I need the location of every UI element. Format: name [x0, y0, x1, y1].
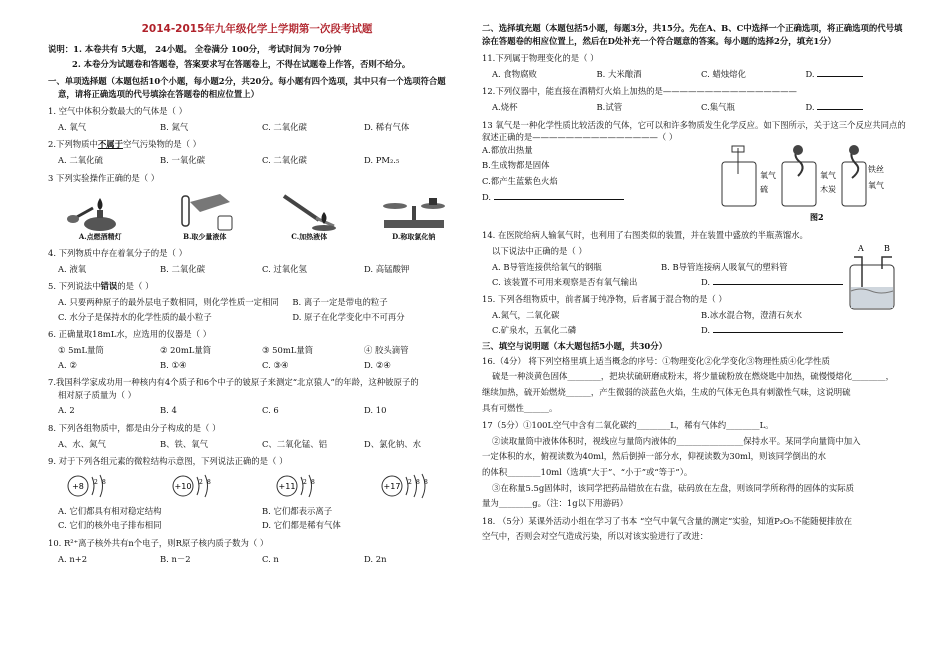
- q12-option-a: A.烧杯: [492, 102, 518, 113]
- section1-heading-cont: 意，请将正确选项的代号填涂在答题卷的相应位置上）: [58, 88, 259, 99]
- q5-stem: [48, 280, 466, 293]
- q6-instrument-1: ① 5mL量筒: [58, 344, 104, 355]
- q17-line-5: ③在称量5.5g固体时，该同学把药品错放在右盘，砝码放在左盘，则该同学所称得的固体的实际质: [492, 482, 855, 493]
- figure-balance: [369, 190, 459, 242]
- atom-1-shell-1: 2: [94, 478, 99, 486]
- q2-option-c: C. 二氧化碳: [262, 155, 307, 166]
- atom-diagram-3: [269, 471, 349, 501]
- q15-option-b: B.冰水混合物，澄清石灰水: [701, 309, 802, 320]
- q4-option-d: D. 高锰酸钾: [364, 263, 410, 274]
- q10-option-d: D. 2n: [364, 553, 387, 564]
- instructions-1: 说明：1. 本卷共有 5大题， 24小题。 全卷满分 100分， 考试时间为 70分钟: [48, 43, 342, 54]
- q4-stem: 4. 下列物质中存在着氧分子的是（ ）: [48, 248, 187, 259]
- q7-stem: 7.我国科学家成功用一种核内有4个质子和6个中子的铍原子来测定“北京猿人”的年龄，这种铍原子的: [48, 377, 419, 388]
- q6-option-c: C. ③④: [262, 359, 289, 370]
- oxygen-combustion-figure: [712, 144, 892, 224]
- q9-options: [48, 505, 466, 532]
- q16-line-1: 16.（4分） 将下列空格里填上适当概念的序号：①物理变化②化学变化③物理性质④化学性质: [482, 355, 830, 366]
- fig-label-oxygen-3: 氧气: [868, 180, 884, 190]
- q2-options: [48, 154, 466, 167]
- q7-option-d: D. 10: [364, 405, 387, 416]
- q18-line-1: 18. （5分）某课外活动小组在学习了书本 “空气中氧气含量的测定”实验，知道P₂O₅不能随便排放在: [482, 515, 852, 526]
- q1-option-c: C. 二氧化碳: [262, 121, 307, 132]
- atom-1-shell-2: 8: [102, 478, 107, 486]
- q14-block: [482, 229, 910, 258]
- q4-option-c: C. 过氧化氢: [262, 263, 307, 274]
- q12-option-d: [806, 101, 911, 114]
- section2-heading: 二、选择填充题（本题包括5小题，每题3分，共15分。先在A、B、C中选择一个正确选项，将正确选项的代号填涂在答题卷的相应位置上，然后在D处补充一个符合题意的答案。每小题的选择2分，填充1分）: [482, 23, 903, 46]
- q14-option-b: B. B导管连接病人吸氧气的塑料管: [661, 262, 788, 273]
- left-column: [48, 22, 466, 567]
- q16-line-4: 具有可燃性______。: [482, 402, 558, 413]
- atom-diagram-4: [374, 471, 454, 501]
- q12-option-d-label: D.: [805, 102, 815, 113]
- gas-washing-bottle-figure: [836, 243, 906, 313]
- q6-instruments: [48, 344, 466, 357]
- q6-option-b: B. ①④: [160, 359, 187, 370]
- q1-option-a: A. 氧气: [58, 121, 87, 132]
- q16-line-3: 继续加热，硫开始燃烧______，产生微弱的淡蓝色火焰，生成的气体无色具有刺激性气味，这说明硫: [482, 386, 851, 397]
- q15-option-d: [701, 324, 910, 337]
- figure-a-label: A.点燃酒精灯: [78, 231, 122, 241]
- q12-options: [482, 101, 910, 114]
- q5-stem-pre: 5. 下列说法中: [48, 281, 101, 292]
- q15-options-row2: [482, 324, 910, 337]
- q7-options: [48, 404, 466, 417]
- q9-atom-diagrams: [48, 471, 466, 501]
- q2-stem-emphasis: 不属于: [97, 139, 123, 150]
- atom-4-shell-3: 8: [423, 478, 428, 486]
- q13-option-c: C.都产生蓝紫色火焰: [482, 176, 558, 187]
- exam-title: 2014-2015年九年级化学上学期第一次段考试题: [141, 23, 373, 35]
- q11-options: [482, 68, 910, 81]
- fig-label-sulfur: 硫: [760, 184, 768, 194]
- q15-option-d-label: D.: [701, 324, 711, 335]
- test-tube-dropper-icon: [160, 190, 250, 232]
- q5-options-row1: [48, 296, 466, 309]
- q13-option-a: A.都放出热量: [482, 144, 533, 155]
- q15-option-c: C.矿泉水，五氧化二磷: [492, 324, 577, 335]
- atom-2-shell-1: 2: [198, 478, 203, 486]
- q8-option-b: B、铁、氧气: [160, 438, 209, 449]
- section3-heading: 三、填空与说明题（本大题包括5小题，共30分）: [482, 341, 667, 352]
- q5-option-b: B. 离子一定是带电的粒子: [292, 297, 388, 308]
- q4-option-b: B. 二氧化碳: [160, 263, 205, 274]
- q15-stem: 15. 下列各组物质中，前者属于纯净物，后者属于混合物的是（ ）: [482, 294, 727, 305]
- q4-options: [48, 263, 466, 276]
- alcohol-lamp-icon: [55, 190, 145, 232]
- q1-stem: 1. 空气中体积分数最大的气体是（ ）: [48, 106, 187, 117]
- q6-options: [48, 359, 466, 372]
- q10-option-a: A. n+2: [58, 553, 88, 564]
- q12-answer-blank[interactable]: [817, 101, 863, 110]
- q14-stem-cont: 以下说法中正确的是（ ）: [492, 246, 587, 257]
- figure-b-label: B.取少量液体: [183, 231, 227, 241]
- q17-line-2: ②读取量筒中液体体积时，视线应与量筒内液体的________________保持水平。某同学向量筒中加入: [492, 435, 861, 446]
- fig2-caption: 图2: [810, 211, 824, 222]
- q3-figures: [48, 190, 466, 242]
- q11-answer-blank[interactable]: [817, 68, 863, 77]
- q15-option-a: A.氮气，二氧化碳: [492, 309, 560, 320]
- atom-3-nucleus: +11: [278, 481, 296, 491]
- fig-label-oxygen-2: 氧气: [820, 170, 836, 180]
- q2-stem-pre: 2.下列物质中: [48, 139, 98, 150]
- fig-label-charcoal: 木炭: [820, 184, 836, 194]
- q5-option-c: C. 水分子是保持水的化学性质的最小粒子: [58, 311, 212, 322]
- q13-option-b: B.生成物都是固体: [482, 160, 550, 171]
- section1-heading: 一、单项选择题（本题包括10个小题，每小题2分，共20分。每小题有四个选项，其中只有一个选项符合题: [48, 75, 446, 86]
- q9-option-c: C. 它们的核外电子排布相同: [58, 520, 162, 531]
- q5-stem-post: 的是（ ）: [117, 281, 154, 292]
- figure-heat-liquid: [264, 190, 354, 242]
- q10-options: [48, 553, 466, 566]
- heating-tube-icon: [264, 190, 354, 232]
- q7-stem-cont: 相对原子质量为（ ）: [58, 389, 137, 400]
- q13-body: [482, 144, 910, 224]
- q10-option-c: C. n: [262, 553, 279, 564]
- q1-options: [48, 121, 466, 134]
- q2-stem-post: 空气污染物的是（ ）: [123, 139, 202, 150]
- q9-option-a: A. 它们都具有相对稳定结构: [58, 505, 162, 516]
- tube-label-a: A: [858, 243, 864, 253]
- q11-option-a: A. 食物腐败: [492, 68, 537, 79]
- atom-3-shell-2: 8: [311, 478, 316, 486]
- q14-option-a: A. B导管连接供给氧气的钢瓶: [492, 262, 602, 273]
- q15-answer-blank[interactable]: [713, 324, 843, 333]
- q6-instrument-3: ③ 50mL量筒: [262, 344, 314, 355]
- q5-option-a: A. 只要两种原子的最外层电子数相同，则化学性质一定相同: [58, 297, 279, 308]
- q17-line-1: 17（5分）①100L空气中含有二氧化碳约________L，稀有气体约________L。: [482, 420, 774, 431]
- instructions-2: 2. 本卷分为试题卷和答题卷，答案要求写在答题卷上，不得在试题卷上作答，否则不给分。: [72, 59, 411, 70]
- q8-option-d: D、氯化钠、水: [364, 438, 421, 449]
- q14-stem: 14. 在医院给病人输氧气时，也利用了右图类似的装置，并在装置中盛放约半瓶蒸馏水。: [482, 229, 808, 240]
- atom-2-shell-2: 8: [206, 478, 211, 486]
- q13-stem: 13 氧气是一种化学性质比较活泼的气体，它可以和许多物质发生化学反应。如下图所示，关于这三个反应共同点的叙述正确的是———————————————（ ）: [482, 119, 906, 143]
- q17-line-3: 一定体积的水，俯视读数为40ml，然后倒掉一部分水，仰视读数为30ml，则该同学倒出的水: [482, 451, 827, 462]
- q11-option-d: [806, 68, 911, 81]
- q18-line-2: 空气中，否则会对空气造成污染，所以对该实验进行了改进：: [482, 531, 709, 542]
- q9-option-b: B. 它们都表示离子: [262, 505, 333, 516]
- q11-option-d-label: D.: [805, 68, 815, 79]
- atom-3-shell-1: 2: [303, 478, 308, 486]
- q1-option-d: D. 稀有气体: [364, 121, 410, 132]
- q10-stem: 10. R²⁺离子核外共有n个电子，则R原子核内质子数为（ ）: [48, 537, 269, 548]
- atom-1-nucleus: +8: [72, 481, 85, 491]
- q17-line-4: 的体积________10ml（选填“大于”、“小于”或“等于”）。: [482, 467, 693, 478]
- balance-scale-icon: [369, 190, 459, 232]
- q1-option-b: B. 氮气: [160, 121, 189, 132]
- q7-option-a: A. 2: [58, 405, 75, 416]
- q2-option-b: B. 一氧化碳: [160, 155, 205, 166]
- tube-label-b: B: [884, 243, 890, 253]
- fig-label-oxygen-1: 氧气: [760, 170, 776, 180]
- figure-c-label: C.加热液体: [291, 231, 328, 241]
- atom-4-shell-1: 2: [407, 478, 412, 486]
- q5-option-d: D. 原子在化学变化中不可再分: [292, 311, 405, 322]
- q8-options: [48, 438, 466, 451]
- q13-option-d-label: D.: [482, 191, 492, 202]
- q16-line-2: 硫是一种淡黄色固体________，把块状硫研磨成粉末，将少量硫粉放在燃烧匙中加热，硫慢慢熔化________，: [492, 371, 894, 382]
- q9-stem: 9. 对于下列各组元素的微粒结构示意图，下列说法正确的是（ ）: [48, 456, 288, 467]
- atom-4-nucleus: +17: [383, 481, 401, 491]
- fig-label-iron-wire: 铁丝: [868, 164, 884, 174]
- q2-stem: [48, 138, 466, 151]
- q12-option-c: C.集气瓶: [701, 102, 735, 113]
- q11-option-c: C. 蜡烛熔化: [701, 68, 746, 79]
- q6-stem: 6. 正确量取18mL水，应选用的仪器是（ ）: [48, 329, 212, 340]
- q3-stem: 3 下列实验操作正确的是（ ）: [48, 172, 160, 183]
- q6-option-d: D. ②④: [364, 359, 391, 370]
- atom-4-shell-2: 8: [415, 478, 420, 486]
- q6-instrument-2: ② 20mL量筒: [160, 344, 212, 355]
- q7-option-c: C. 6: [262, 405, 279, 416]
- q6-option-a: A. ②: [58, 359, 77, 370]
- q14-option-c: C. 该装置不可用来观察是否有氧气输出: [492, 276, 638, 287]
- q8-option-a: A、水、氮气: [58, 438, 106, 449]
- atom-2-nucleus: +10: [174, 481, 192, 491]
- q8-option-c: C、二氧化锰、铝: [262, 438, 328, 449]
- atom-diagram-2: [165, 471, 245, 501]
- q14-answer-blank[interactable]: [713, 276, 843, 285]
- q12-option-b: B.试管: [596, 102, 623, 113]
- q10-option-b: B. n－2: [160, 553, 191, 564]
- figure-take-liquid: [160, 190, 250, 242]
- q11-stem: 11.下列属于物理变化的是（ ）: [482, 53, 599, 64]
- q5-stem-emphasis: 错误: [100, 281, 118, 292]
- q17-line-6: 量为________g。（注：1g以下用游码）: [482, 498, 628, 509]
- figure-d-label: D.称取氯化钠: [392, 231, 436, 241]
- q8-stem: 8. 下列各组物质中，都是由分子构成的是（ ）: [48, 422, 221, 433]
- q5-options-row2: [48, 311, 466, 324]
- q13-answer-blank[interactable]: [494, 191, 624, 200]
- q2-option-a: A. 二氧化硫: [58, 155, 103, 166]
- right-column: [482, 22, 910, 546]
- q14-option-d-label: D.: [701, 276, 711, 287]
- figure-alcohol-lamp: [55, 190, 145, 242]
- q7-option-b: B. 4: [160, 405, 177, 416]
- atom-diagram-1: [60, 471, 140, 501]
- q9-option-d: D. 它们都是稀有气体: [262, 520, 341, 531]
- q11-option-b: B. 大米酿酒: [596, 68, 642, 79]
- q4-option-a: A. 液氧: [58, 263, 87, 274]
- q12-stem: 12.下列仪器中，能直接在酒精灯火焰上加热的是————————————————: [482, 86, 797, 97]
- q2-option-d: D. PM₂.₅: [364, 155, 400, 166]
- q6-instrument-4: ④ 胶头滴管: [364, 344, 409, 355]
